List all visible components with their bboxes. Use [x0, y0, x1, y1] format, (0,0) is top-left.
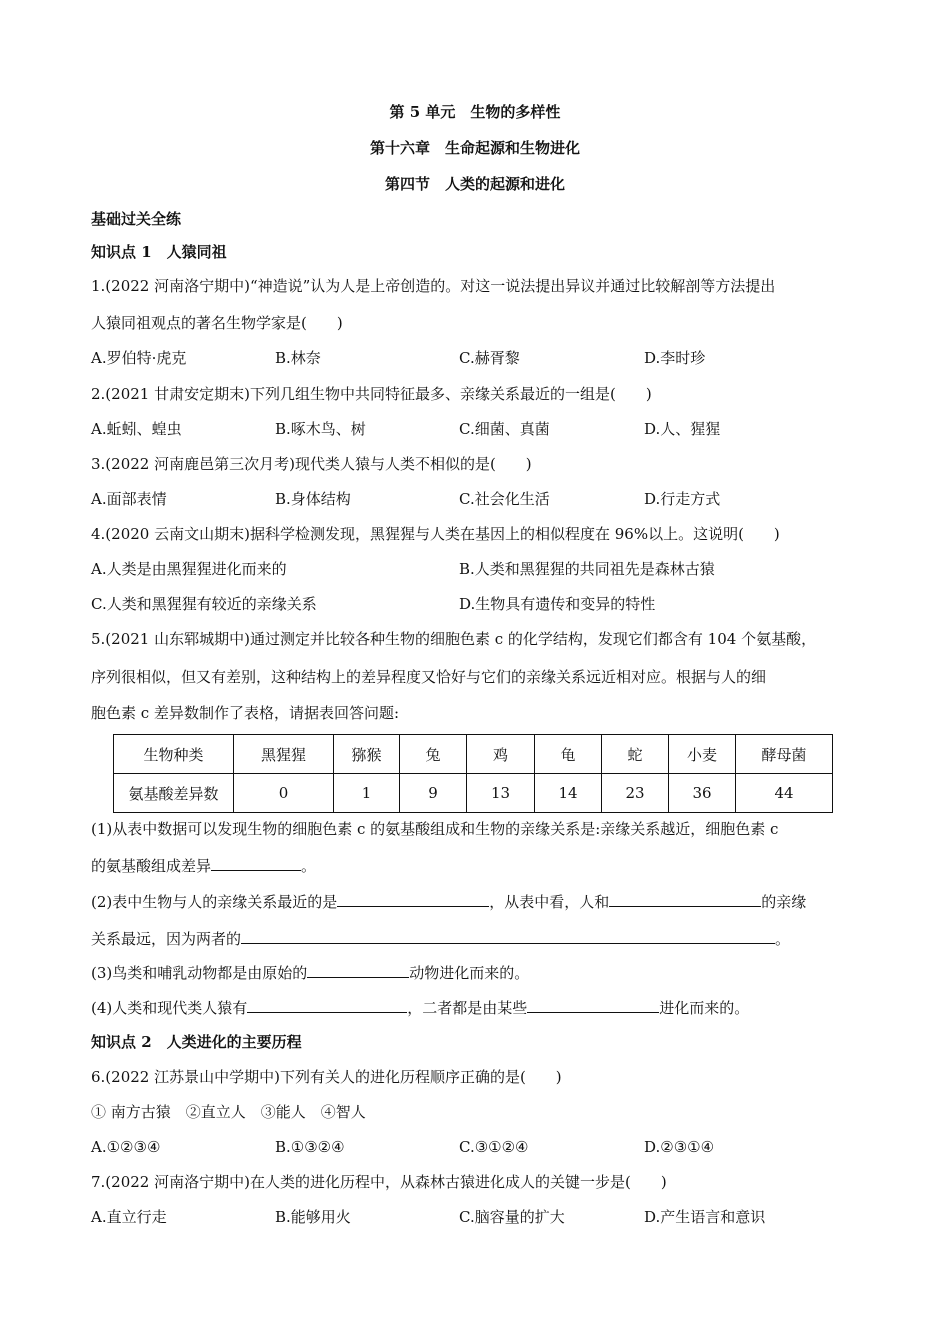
- q4-option-a: A.人类是由黑猩猩进化而来的: [91, 560, 287, 578]
- q5-sub4-text: (4)人类和现代类人猿有: [91, 999, 248, 1017]
- q5-sub3: [91, 962, 529, 983]
- q7-option-b: B.能够用火: [275, 1208, 351, 1226]
- table-cell: 13: [467, 774, 535, 813]
- q2-option-c: C.细菌、真菌: [459, 420, 550, 438]
- q5-sub3-end: 动物进化而来的。: [409, 964, 530, 982]
- answer-blank[interactable]: [247, 997, 407, 1013]
- practice-title: 基础过关全练: [91, 210, 182, 228]
- q5-sub1-text: 的氨基酸组成差异: [91, 857, 212, 875]
- q6-stem: 6.(2022 江苏景山中学期中)下列有关人的进化历程顺序正确的是( ): [91, 1068, 562, 1086]
- q2-stem: 2.(2021 甘肃安定期末)下列几组生物中共同特征最多、亲缘关系最近的一组是( ): [91, 385, 652, 403]
- table-header-cell: 生物种类: [114, 735, 234, 774]
- table-cell: 1: [334, 774, 400, 813]
- table-cell: 蛇: [602, 735, 669, 774]
- q5-sub4-mid: ，二者都是由某些: [407, 999, 528, 1017]
- table-cell: 猕猴: [334, 735, 400, 774]
- q7-option-d: D.产生语言和意识: [644, 1208, 766, 1226]
- q6-items: ① 南方古猿 ②直立人 ③能人 ④智人: [91, 1103, 366, 1121]
- q1-option-d: D.李时珍: [644, 349, 706, 367]
- q2-option-b: B.啄木鸟、树: [275, 420, 366, 438]
- table-cell: 36: [669, 774, 736, 813]
- q5-sub1-end: 。: [301, 857, 317, 875]
- q5-stem-line1: 5.(2021 山东郓城期中)通过测定并比较各种生物的细胞色素 c 的化学结构，发现它们都含有 104 个氨基酸，: [91, 630, 817, 648]
- q6-option-d: D.②③①④: [644, 1138, 715, 1156]
- q5-sub2-line1: [91, 891, 806, 912]
- answer-blank[interactable]: [527, 997, 659, 1013]
- q1-option-c: C.赫胥黎: [459, 349, 520, 367]
- chapter-title: 第十六章 生命起源和生物进化: [369, 139, 580, 157]
- q4-option-b: B.人类和黑猩猩的共同祖先是森林古猿: [459, 560, 715, 578]
- table-cell: 黑猩猩: [234, 735, 334, 774]
- q1-stem-line2: 人猿同祖观点的著名生物学家是( ): [91, 314, 343, 332]
- q2-option-a: A.蚯蚓、蝗虫: [91, 420, 182, 438]
- q6-option-c: C.③①②④: [459, 1138, 529, 1156]
- table-cell: 小麦: [669, 735, 736, 774]
- q5-stem-line2: 序列很相似，但又有差别，这种结构上的差异程度又恰好与它们的亲缘关系远近相对应。根据与人的细: [91, 668, 767, 686]
- answer-blank[interactable]: [337, 891, 489, 907]
- q1-option-b: B.林奈: [275, 349, 321, 367]
- q5-sub2-line2: [91, 928, 790, 949]
- q5-sub2-mid: ，从表中看，人和: [489, 893, 610, 911]
- q7-option-a: A.直立行走: [91, 1208, 167, 1226]
- q5-sub1-line1: (1)从表中数据可以发现生物的细胞色素 c 的氨基酸组成和生物的亲缘关系是:亲缘关系越近，细胞色素 c: [91, 820, 779, 838]
- table-cell: 44: [736, 774, 833, 813]
- table-cell: 23: [602, 774, 669, 813]
- q3-option-d: D.行走方式: [644, 490, 721, 508]
- table-cell: 龟: [535, 735, 602, 774]
- q5-sub4: [91, 997, 749, 1018]
- answer-blank[interactable]: [307, 962, 409, 978]
- knowledge-point-1-title: 知识点 1 人猿同祖: [91, 243, 227, 261]
- q1-stem-line1: 1.(2022 河南洛宁期中)“神造说”认为人是上帝创造的。对这一说法提出异议并通过比较解剖等方法提出: [91, 277, 776, 295]
- table-row: [114, 735, 833, 774]
- q5-sub4-end: 进化而来的。: [659, 999, 750, 1017]
- q4-option-d: D.生物具有遗传和变异的特性: [459, 595, 656, 613]
- table-cell: 0: [234, 774, 334, 813]
- q5-sub2-text: (2)表中生物与人的亲缘关系最近的是: [91, 893, 338, 911]
- q6-option-a: A.①②③④: [91, 1138, 161, 1156]
- table-cell: 14: [535, 774, 602, 813]
- table-cell: 兔: [400, 735, 467, 774]
- q2-option-d: D.人、猩猩: [644, 420, 721, 438]
- q5-sub1-line2: [91, 855, 316, 876]
- cytochrome-c-table: [113, 734, 833, 813]
- q4-option-c: C.人类和黑猩猩有较近的亲缘关系: [91, 595, 317, 613]
- q5-stem-line3: 胞色素 c 差异数制作了表格，请据表回答问题:: [91, 704, 399, 722]
- q5-sub2-end2: 。: [775, 930, 791, 948]
- section-title: 第四节 人类的起源和进化: [384, 175, 565, 193]
- q6-option-b: B.①③②④: [275, 1138, 345, 1156]
- answer-blank[interactable]: [211, 855, 301, 871]
- table-cell: 酵母菌: [736, 735, 833, 774]
- table-header-cell: 氨基酸差异数: [114, 774, 234, 813]
- knowledge-point-2-title: 知识点 2 人类进化的主要历程: [91, 1033, 302, 1051]
- q5-sub2-end: 的亲缘: [761, 893, 807, 911]
- q5-sub2-text2: 关系最远，因为两者的: [91, 930, 242, 948]
- answer-blank[interactable]: [241, 928, 775, 944]
- q4-stem: 4.(2020 云南文山期末)据科学检测发现，黑猩猩与人类在基因上的相似程度在 96%以上。这说明( ): [91, 525, 780, 543]
- q3-stem: 3.(2022 河南鹿邑第三次月考)现代类人猿与人类不相似的是( ): [91, 455, 532, 473]
- q5-sub3-text: (3)鸟类和哺乳动物都是由原始的: [91, 964, 308, 982]
- table-row: [114, 774, 833, 813]
- answer-blank[interactable]: [609, 891, 761, 907]
- table-cell: 鸡: [467, 735, 535, 774]
- table-cell: 9: [400, 774, 467, 813]
- q1-option-a: A.罗伯特·虎克: [91, 349, 187, 367]
- unit-title: 第 5 单元 生物的多样性: [389, 103, 561, 121]
- q3-option-b: B.身体结构: [275, 490, 351, 508]
- q3-option-c: C.社会化生活: [459, 490, 550, 508]
- q7-option-c: C.脑容量的扩大: [459, 1208, 565, 1226]
- q7-stem: 7.(2022 河南洛宁期中)在人类的进化历程中，从森林古猿进化成人的关键一步是( ): [91, 1173, 667, 1191]
- q3-option-a: A.面部表情: [91, 490, 167, 508]
